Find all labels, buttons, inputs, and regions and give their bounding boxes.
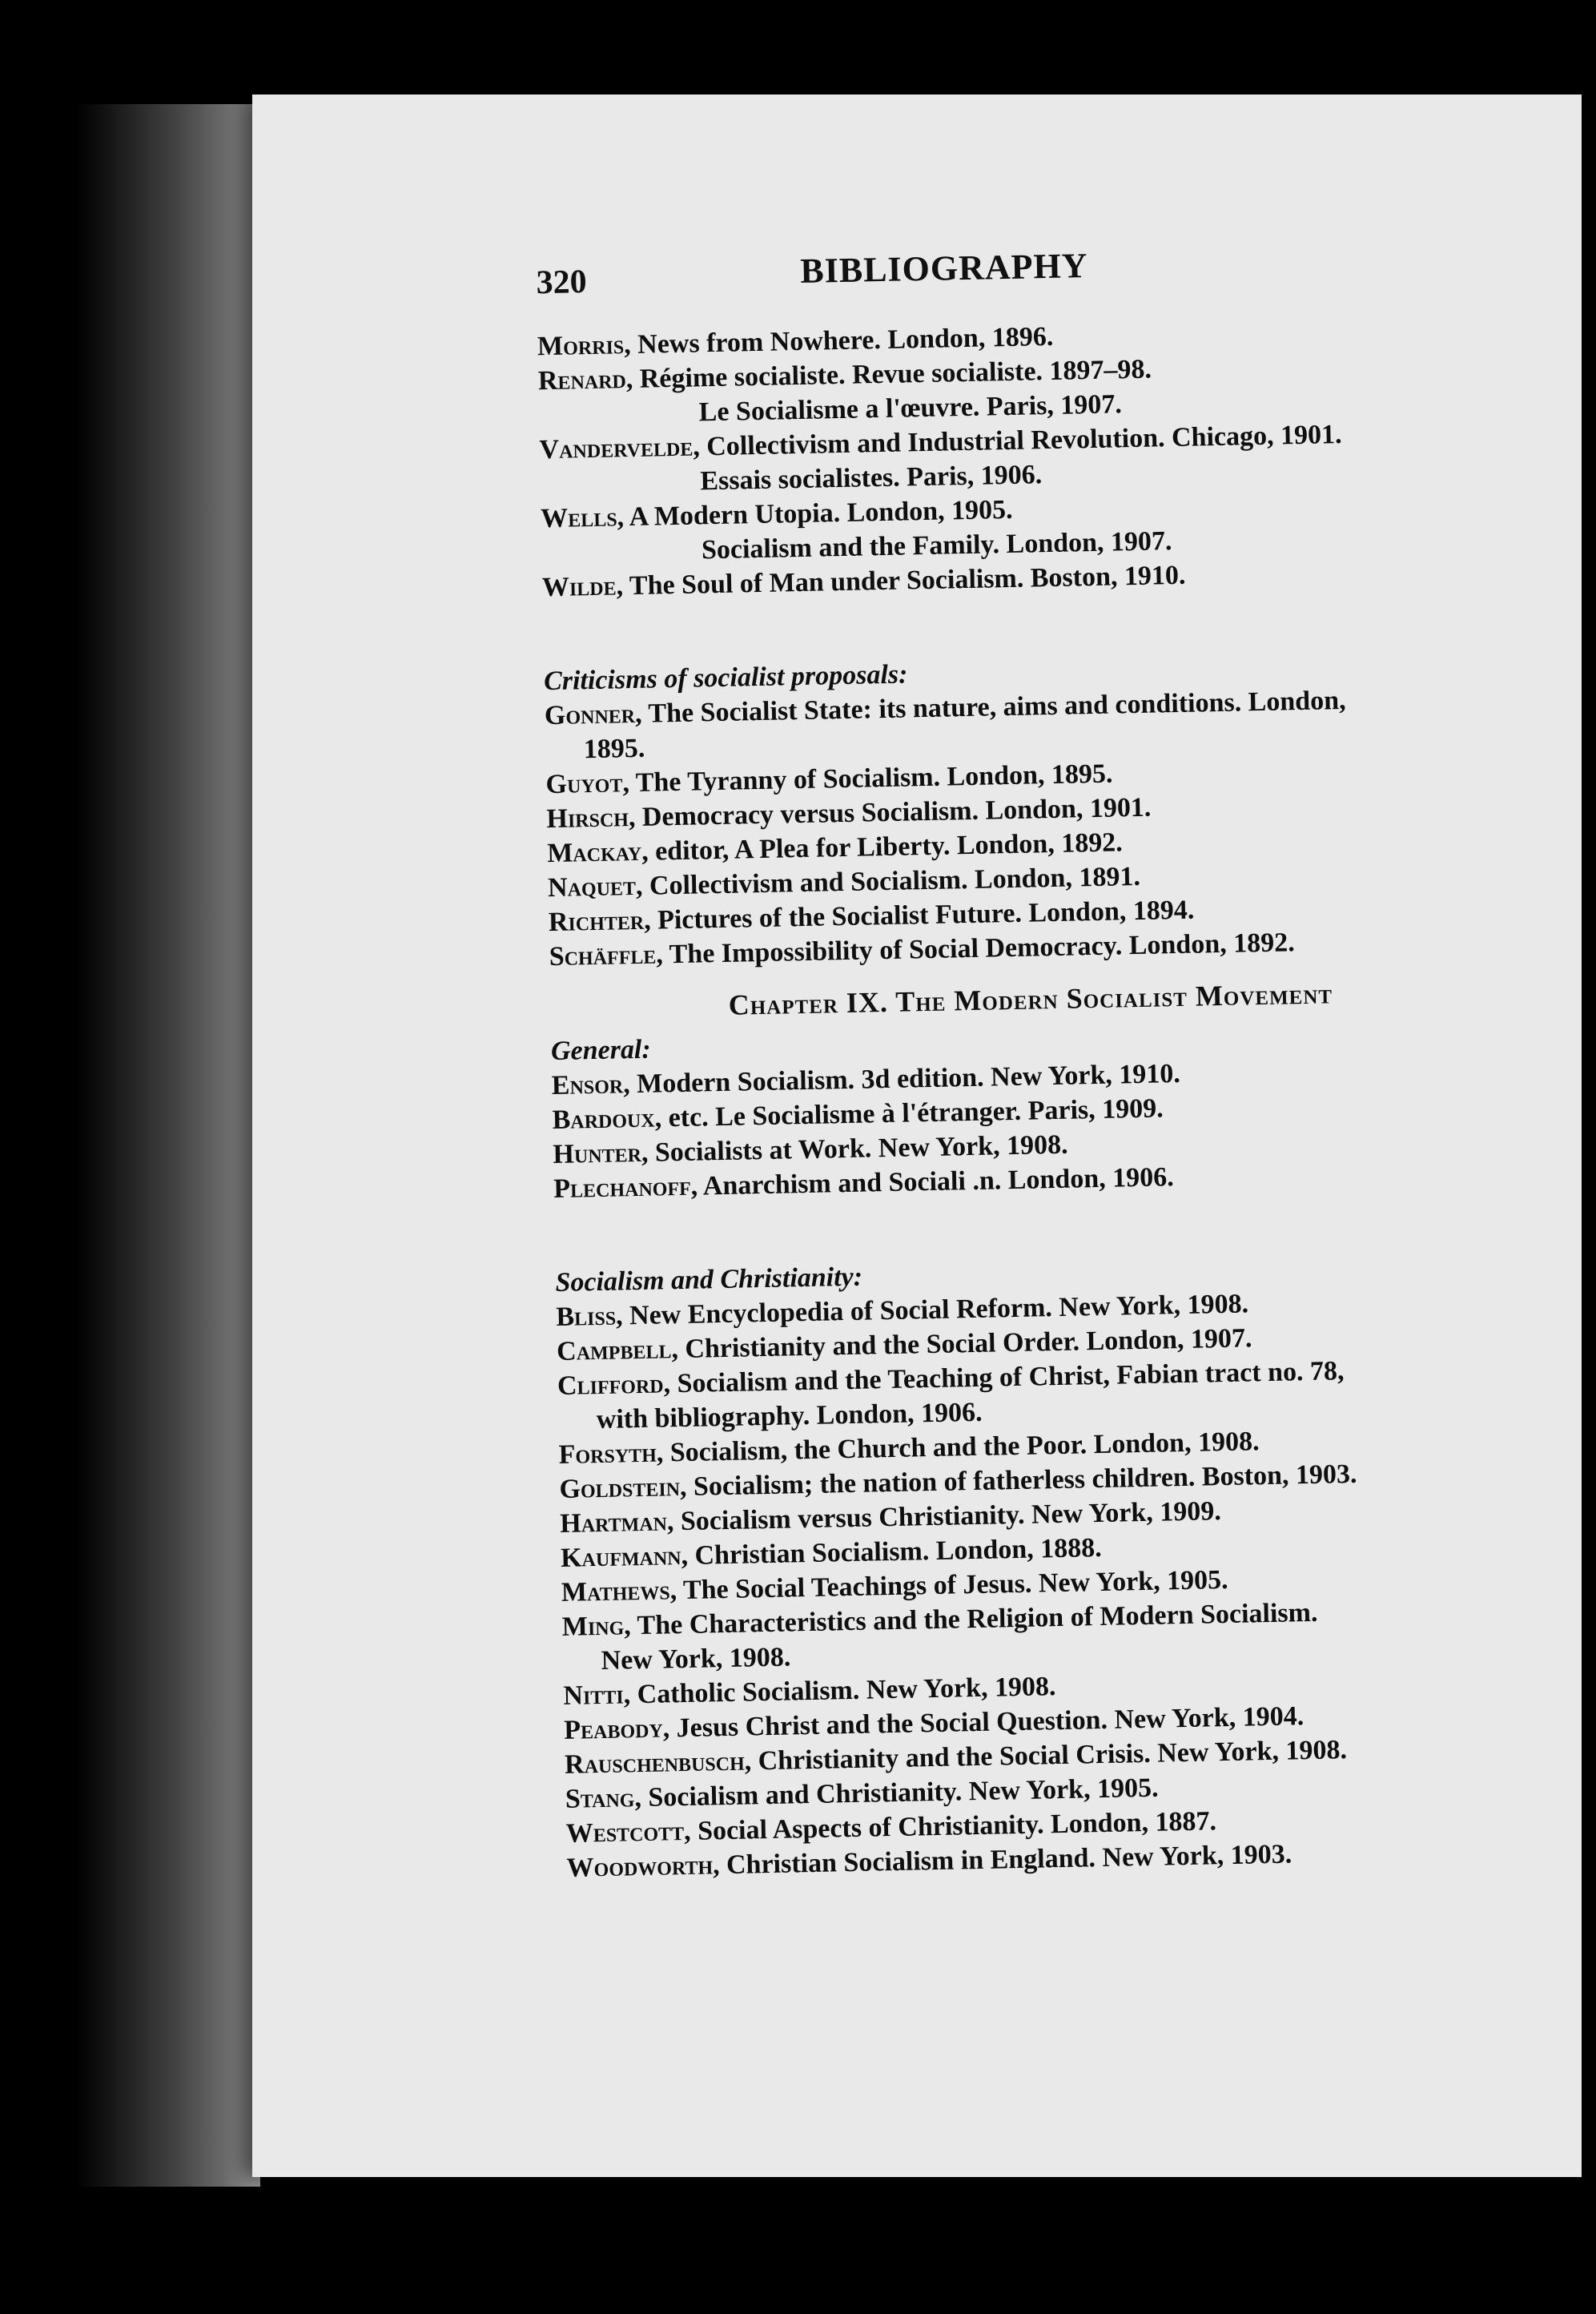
page-header [536,239,1417,312]
entry-author: Kaufmann, [560,1540,689,1573]
entry-title: Modern Socialism. 3d edition. New York, 1910. [629,1058,1181,1100]
entry-title: Christianity and the Social Order. London, 1907. [677,1323,1252,1365]
section-heading-criticisms: Criticisms of socialist proposals: [543,659,908,697]
entry-title: The Tyranny of Socialism. London, 1895. [629,759,1113,799]
entry-author: Wilde, [541,571,624,603]
entry-author: Wells, [540,502,625,534]
entry-title: Socialism and the Teaching of Christ, Fabian tract no. 78, [669,1356,1345,1399]
entry-continuation-line: with bibliography. London, 1906. [596,1397,983,1435]
entry-author: Richter, [548,905,651,938]
entry-author: Gonner, [544,698,642,731]
entry-title: etc. Le Socialisme à l'étranger. Paris, 1909. [661,1093,1164,1133]
entry-title: Christian Socialism in England. New York, 1903. [719,1839,1292,1881]
entry-author: Mathews, [561,1576,677,1608]
top-entries [537,311,1503,605]
entry-author: Westcott, [565,1816,691,1849]
entry-author: Forsyth, [558,1438,664,1470]
entry-title: Socialism versus Christianity. New York, 1909. [673,1496,1222,1537]
entry-title: The Social Teachings of Jesus. New York, 1905. [676,1564,1228,1606]
bibliography-entry-continuation: Le Socialisme a l'œuvre. Paris, 1907. [698,389,1123,428]
entry-author: Mackay, [546,836,649,869]
entry-author: Renard, [537,364,633,396]
entry-title: The Impossibility of Social Democracy. London, 1892. [662,928,1295,970]
entry-author: Vandervelde, [539,432,701,465]
section-heading-general: General: [550,1034,651,1067]
entry-title: News from Nowhere. London, 1896. [630,321,1054,360]
bibliography-entry-continuation: Socialism and the Family. London, 1907. [701,526,1172,565]
entry-title: Régime socialiste. Revue socialiste. 1897–98. [632,354,1152,394]
page-content-area [252,69,1596,2176]
entry-title: Socialism, the Church and the Poor. London, 1908. [662,1427,1260,1468]
entry-author: Woodworth, [566,1850,720,1883]
entry-continuation-line: 1895. [583,733,645,765]
entry-author: Goldstein, [559,1471,687,1504]
entry-title: Socialism; the nation of fatherless children. Boston, 1903. [686,1459,1357,1502]
scanned-book-edge [76,104,260,2187]
bibliography-body [537,311,1528,1885]
entry-title: Anarchism and Sociali .n. London, 1906. [697,1162,1174,1201]
entry-title: Christian Socialism. London, 1888. [687,1532,1103,1571]
entry-author: Hartman, [559,1507,674,1539]
entry-author: Bliss, [556,1301,623,1332]
entry-title: Pictures of the Socialist Future. London, 1894. [650,895,1195,936]
bibliography-entry-continuation: Essais socialistes. Paris, 1906. [700,460,1043,497]
entry-title: Democracy versus Socialism. London, 1901. [635,792,1152,832]
entry-title: Social Aspects of Christianity. London, 1887. [690,1806,1217,1846]
entry-author: Peabody, [563,1713,670,1745]
entry-author: Schäffle, [549,940,664,972]
entry-title: Collectivism and Socialism. London, 1891. [642,861,1141,901]
entry-author: Bardoux, [552,1103,662,1136]
entry-author: Stang, [565,1783,642,1814]
entry-author: Ming, [561,1611,632,1642]
christianity-entries [556,1282,1528,1885]
entry-title: Catholic Socialism. New York, 1908. [629,1672,1056,1710]
entry-title: The Socialist State: its nature, aims and conditions. London, [641,685,1346,729]
entry-author: Naquet, [547,871,643,903]
entry-author: Nitti, [563,1680,631,1711]
chapter-heading: Chapter IX. The Modern Socialist Movement [728,977,1333,1021]
entry-title: A Modern Utopia. London, 1905. [623,494,1013,533]
entry-title: Collectivism and Industrial Revolution. Chicago, 1901. [699,419,1342,462]
section-heading-christianity: Socialism and Christianity: [555,1262,863,1298]
entry-title: Jesus Christ and the Social Question. New York, 1904. [669,1701,1305,1744]
entry-author: Guyot, [545,768,630,800]
entry-title: The Soul of Man under Socialism. Boston, 1910. [622,560,1186,602]
entry-author: Hunter, [553,1137,649,1170]
entry-title: New Encyclopedia of Social Reform. New York, 1908. [622,1289,1249,1331]
criticisms-entries [545,680,1510,974]
general-entries [551,1050,1514,1206]
entry-author: Plechanoff, [553,1171,698,1205]
entry-title: Christianity and the Social Crisis. New York, 1908. [750,1735,1348,1777]
entry-author: Rauschenbusch, [564,1746,752,1780]
running-head: BIBLIOGRAPHY [799,246,1088,291]
book-page [252,95,1582,2177]
entry-author: Hirsch, [546,802,636,835]
entry-title: editor, A Plea for Liberty. London, 1892. [648,827,1124,867]
page-number: 320 [536,264,588,302]
entry-author: Morris, [537,329,632,362]
entry-title: The Characteristics and the Religion of Modern Socialism. [630,1597,1318,1641]
entry-continuation-line: New York, 1908. [601,1642,791,1676]
entry-author: Ensor, [551,1069,631,1101]
entry-author: Campbell, [556,1334,679,1366]
entry-title: Socialists at Work. New York, 1908. [648,1129,1068,1168]
entry-title: Socialism and Christianity. New York, 1905. [641,1773,1159,1813]
entry-author: Clifford, [557,1369,671,1401]
